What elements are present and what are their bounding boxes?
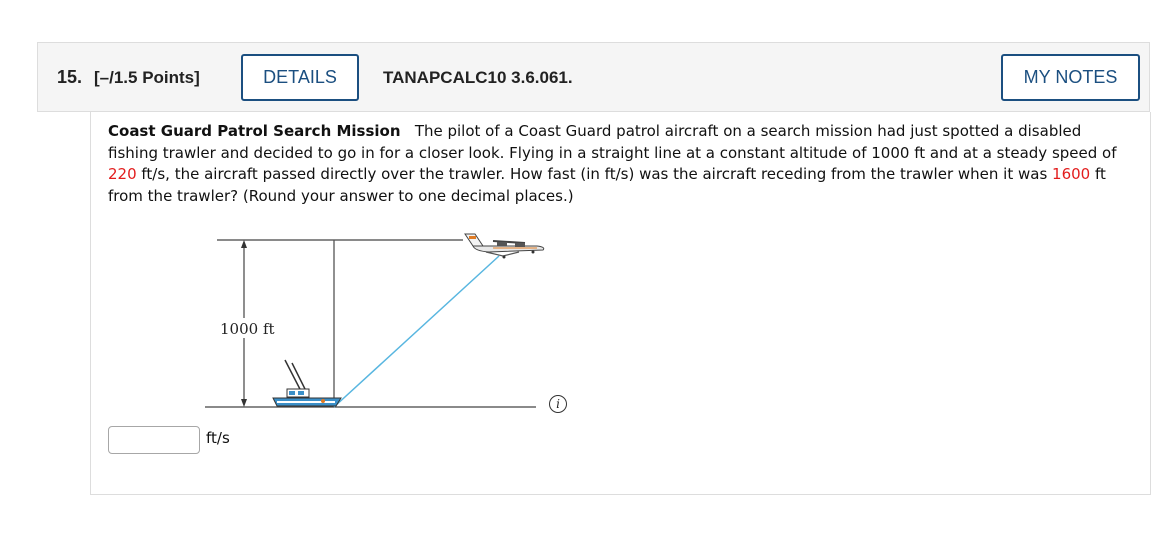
problem-statement [108,121,1128,207]
question-header [37,42,1150,112]
aircraft-icon [465,234,544,259]
problem-text-1: The pilot of a Coast Guard patrol aircraft on a search mission had just spotted a disabled fishing trawler and decided to go in for a closer look. Flying in a straight line at a constant altitude of 1000 ft and at a steady speed of [108,122,1117,162]
question-body [90,112,1151,495]
problem-text-3: ft from the trawler? (Round your answer to one decimal places.) [108,165,1106,205]
problem-figure [203,230,548,412]
arrowhead-down [241,399,247,407]
arrowhead-up [241,240,247,248]
sight-line [334,256,499,407]
problem-text-2: ft/s, the aircraft passed directly over the trawler. How fast (in ft/s) was the aircraft receding from the trawler when it was [136,165,1053,183]
answer-unit: ft/s [206,429,230,447]
trawler-icon [273,360,341,406]
altitude-label: 1000 ft [220,320,275,338]
distance-value: 1600 [1052,165,1091,183]
question-reference: TANAPCALC10 3.6.061. [383,68,573,87]
question-number: 15. [57,67,83,87]
details-button[interactable]: DETAILS [241,54,359,101]
speed-value: 220 [108,165,137,183]
question-points: [–/1.5 Points] [94,68,200,87]
my-notes-button[interactable]: MY NOTES [1001,54,1140,101]
info-icon[interactable]: i [549,395,567,413]
answer-input[interactable] [108,426,200,454]
problem-title: Coast Guard Patrol Search Mission [108,122,401,140]
